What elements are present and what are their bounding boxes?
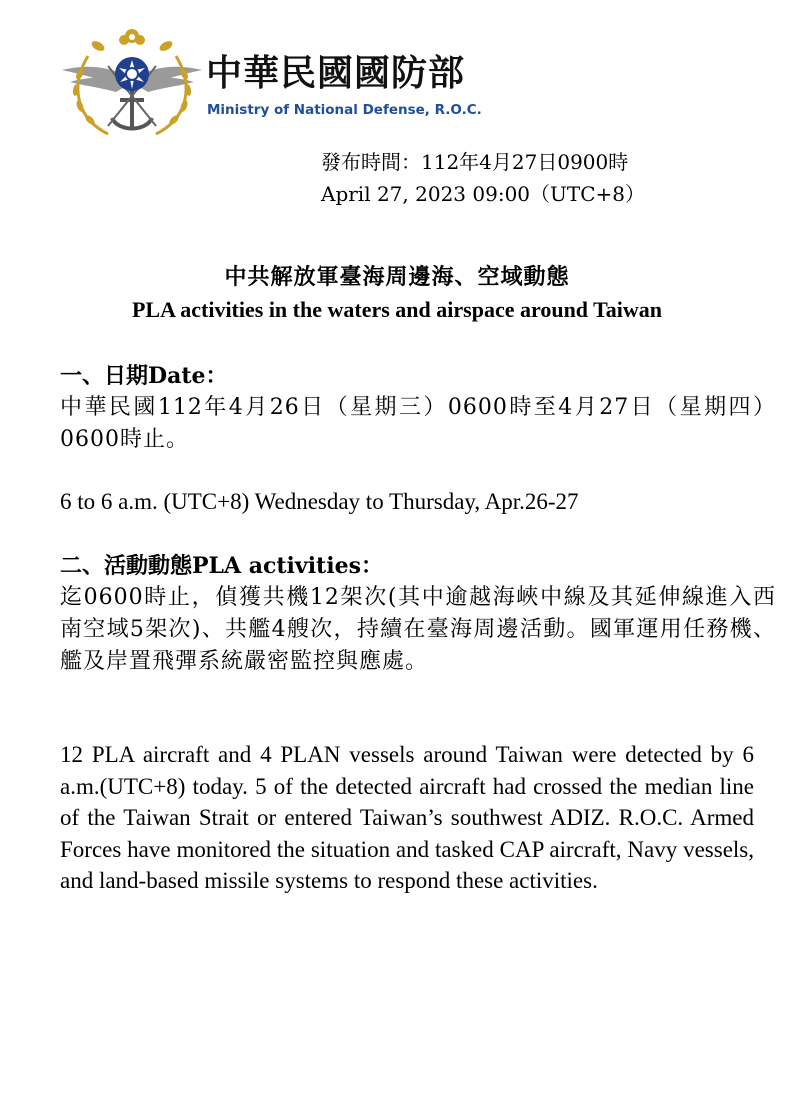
activities-text-cn: 迄0600時止，偵獲共機12架次(其中逾越海峽中線及其延伸線進入西南空域5架次)、共艦4艘次，持續在臺海周邊活動。國軍運用任務機、艦及岸置飛彈系統嚴密監控與應處。 [60,585,776,674]
date-text-en: 6 to 6 a.m. (UTC+8) Wednesday to Thursday, Apr.26-27 [60,489,579,514]
mnd-emblem-icon [58,26,206,144]
page-title-en: PLA activities in the waters and airspace around Taiwan [131,297,663,322]
org-name-cn: 中華民國國防部 [206,53,466,94]
date-heading: 一、日期Date： [60,363,228,389]
activities-section [60,550,776,678]
activities-text-en: 12 PLA aircraft and 4 PLAN vessels around Taiwan were detected by 6 a.m.(UTC+8) today. 5 of the detected aircraft had crossed the median line of the Taiwan Strait or entered Taiwan’s southwest ADIZ. R.O.C. Armed Forces have monitored the situation and tasked CAP aircraft, Navy vessels, and land-based missile systems to respond these activities. [60,742,754,893]
page-title-cn: 中共解放軍臺海周邊海、空域動態 [224,265,570,290]
release-time [321,146,645,210]
release-time-cn: 發布時間：112年4月27日0900時 [321,150,629,174]
date-text-cn: 中華民國112年4月26日（星期三）0600時至4月27日（星期四）0600時止。 [60,395,776,452]
org-name-en: Ministry of National Defense, R.O.C. [207,102,482,118]
release-time-en: April 27, 2023 09:00（UTC+8） [321,182,645,206]
date-section [60,360,776,456]
activities-heading: 二、活動動態PLA activities： [60,553,383,579]
